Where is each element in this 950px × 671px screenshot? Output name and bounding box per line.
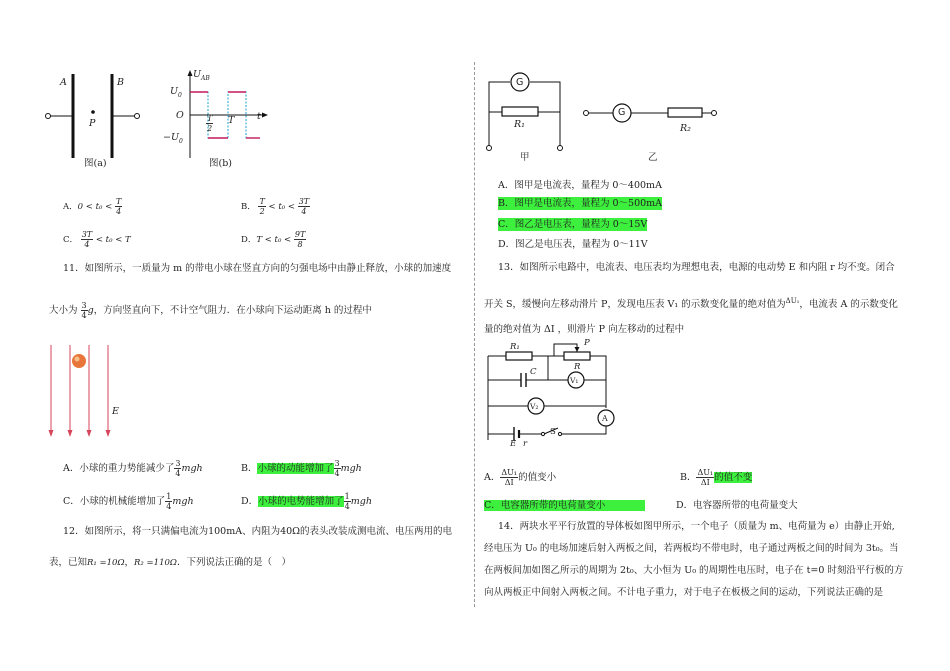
q11-line2: 大小为 $\frac{3}{4}$ g，方向竖直向下，不计空气阻力．在小球向下运动距离 h 的过程中 bbox=[49, 301, 372, 320]
q11-option-d: D．小球的电势能增加了 $\frac{1}{4}$ mgh bbox=[241, 492, 372, 511]
neg-u0-label: $-U_0$ bbox=[163, 132, 183, 145]
plate-b-label: B bbox=[117, 77, 124, 88]
u0-label: $U_0$ bbox=[170, 86, 182, 99]
galvanometer-g-yi: G bbox=[618, 107, 626, 118]
caption-yi: 乙 bbox=[648, 152, 658, 163]
column-divider bbox=[474, 62, 475, 607]
q13-r1-label: R₁ bbox=[510, 342, 520, 352]
q10-option-d: D．T < t₀ < $\frac{9T}{8}$ bbox=[241, 230, 306, 249]
axis-y-label: $U_{AB}$ bbox=[193, 69, 210, 82]
q13-p-label: P bbox=[584, 338, 590, 348]
q11-option-a: A．小球的重力势能减少了 $\frac{3}{4}$ mgh bbox=[63, 459, 203, 478]
t-label: T bbox=[228, 115, 235, 126]
t-axis-label: t bbox=[257, 111, 261, 122]
caption-jia: 甲 bbox=[520, 152, 530, 163]
q13-c-label: C bbox=[530, 367, 537, 377]
q11-field-figure bbox=[45, 343, 125, 438]
resistor-r2-label: R₂ bbox=[680, 123, 691, 134]
q13-line3: 量的绝对值为 ΔI ，则滑片 P 向左移动的过程中 bbox=[484, 324, 685, 335]
point-p-label: P bbox=[89, 118, 96, 129]
q13-option-a: A． $\frac{\text{ΔU₁}}{\Delta I}$ 的值变小 bbox=[484, 468, 557, 487]
q13-option-c: C．电容器所带的电荷量变小 bbox=[484, 499, 645, 512]
q12-option-b: B．图甲是电流表，量程为 0～500mA bbox=[498, 198, 663, 209]
figure-b-caption: 图(b) bbox=[209, 158, 232, 169]
q13-e-label: E bbox=[510, 439, 517, 449]
voltmeter-v1: V₁ bbox=[570, 376, 579, 385]
q11-option-c: C．小球的机械能增加了 $\frac{1}{4}$ mgh bbox=[63, 492, 194, 511]
q13-r-internal-label: r bbox=[523, 439, 528, 449]
figure-a-plates bbox=[40, 70, 160, 160]
q12-option-c: C．图乙是电压表，量程为 0～15V bbox=[498, 219, 648, 230]
q12-option-d: D．图乙是电压表，量程为 0～11V bbox=[498, 239, 648, 250]
q14-line2: 经电压为 U₀ 的电场加速后射入两板之间，若两板均不带电时，电子通过两板之间的时间为 3t₀。当 bbox=[484, 543, 899, 554]
q11-line1: 11．如图所示，一质量为 m 的带电小球在竖直方向的匀强电场中由静止释放，小球的加速度 bbox=[63, 263, 452, 274]
q10-option-b: B． $\frac{T}{2}$ < t₀ < $\frac{3T}{4}$ bbox=[241, 197, 310, 216]
q12-line1: 12．如图所示，将一只满偏电流为100mA、内阻为40Ω的表头改装成测电流、电压两用的电 bbox=[63, 526, 453, 537]
q11-option-b: B．小球的动能增加了 $\frac{3}{4}$ mgh bbox=[241, 459, 362, 478]
q13-option-b: B． $\frac{\text{ΔU₁}}{\Delta I}$ 的值不变 bbox=[680, 468, 753, 487]
q13-r-label: R bbox=[574, 362, 581, 372]
highlight: 小球的动能增加了 bbox=[257, 463, 334, 474]
q14-line4: 向从两板正中间射入两板之间。不计电子重力，对于电子在板极之间的运动，下列说法正确的是 bbox=[484, 587, 884, 598]
galvanometer-g-jia: G bbox=[516, 77, 524, 88]
q14-line1: 14．两块水平平行放置的导体板如图甲所示，一个电子（质量为 m、电荷量为 e）由静止开始, bbox=[498, 521, 895, 532]
voltmeter-v2: V₂ bbox=[530, 402, 539, 411]
circuit-jia bbox=[484, 72, 574, 152]
q10-option-a: A．0 < t₀ < $\frac{T}{4}$ bbox=[63, 197, 122, 216]
circuit-yi bbox=[582, 99, 722, 129]
q10-option-c: C． $\frac{3T}{4}$ < t₀ < T bbox=[63, 230, 131, 249]
plate-a-label: A bbox=[60, 77, 67, 88]
origin-label: O bbox=[176, 110, 184, 121]
q12-option-a: A．图甲是电流表，量程为 0～400mA bbox=[498, 180, 662, 191]
q12-line2: 表，已知R₁ =10Ω，R₂ =110Ω．下列说法正确的是（ ） bbox=[49, 557, 291, 568]
q13-option-d: D．电容器所带的电荷量变大 bbox=[676, 500, 798, 511]
q13-line1: 13．如图所示电路中，电流表、电压表均为理想电表，电源的电动势 E 和内阻 r 均不变。闭合 bbox=[498, 262, 895, 273]
switch-s-label: S bbox=[550, 427, 556, 437]
q13-line2: 开关 S，缓慢向左移动滑片 P，发现电压表 V₁ 的示数变化量的绝对值为$^{\Delta U_1}$，电流表 A 的示数变化 bbox=[484, 297, 898, 311]
t-half-label: $\frac{T}{2}$ bbox=[207, 114, 213, 133]
resistor-r1-label: R₁ bbox=[514, 119, 525, 130]
highlight: 的值不变 bbox=[714, 472, 753, 483]
ammeter-a: A bbox=[602, 414, 608, 423]
figure-a-caption: 图(a) bbox=[84, 158, 107, 169]
field-e-label: E bbox=[112, 406, 119, 417]
q14-line3: 在两板间加如图乙所示的周期为 2t₀、大小恒为 U₀ 的周期性电压时，电子在 t=0 时刻沿平行板的方 bbox=[484, 565, 904, 576]
highlight: 小球的电势能增加了 bbox=[258, 496, 344, 507]
